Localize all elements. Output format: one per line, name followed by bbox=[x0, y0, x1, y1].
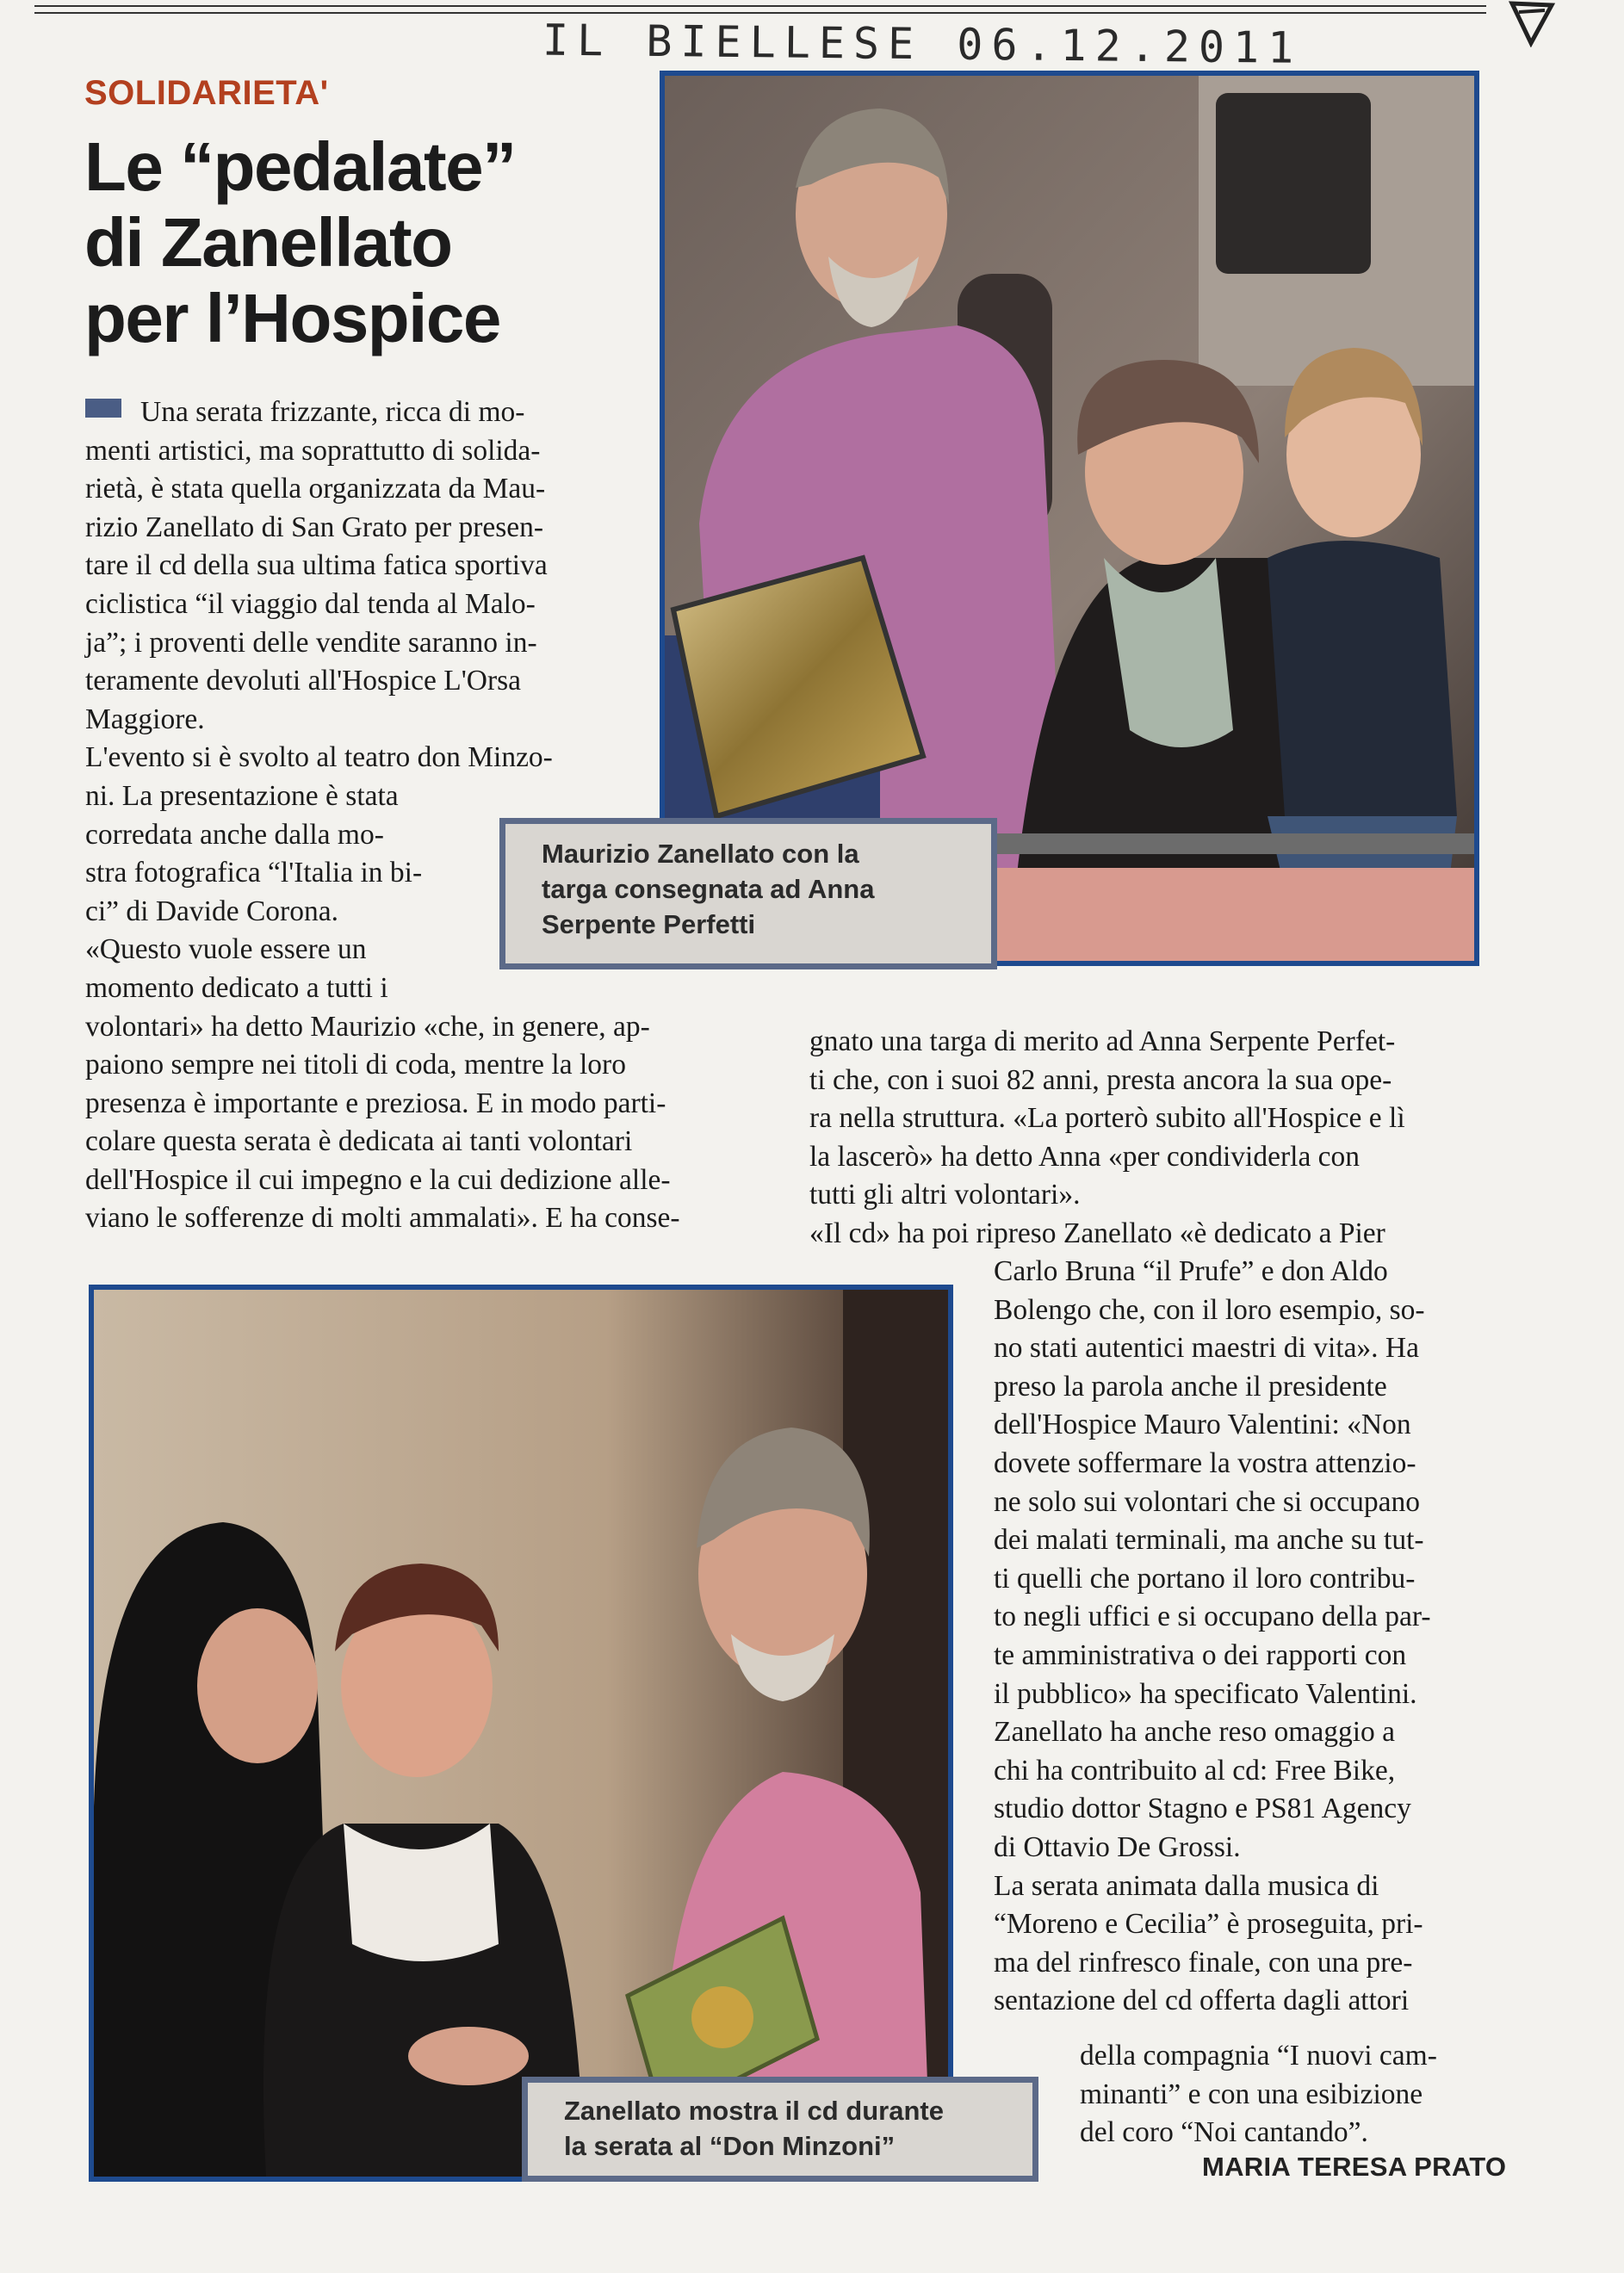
headline-line: per l’Hospice bbox=[84, 280, 500, 356]
top-rule bbox=[34, 5, 1486, 7]
bottom-photo-scene bbox=[94, 1290, 948, 2177]
caption-line: Zanellato mostra il cd durante bbox=[564, 2096, 944, 2126]
text-line: ja”; i proventi delle vendite saranno in- bbox=[85, 626, 537, 659]
text-line: “Moreno e Cecilia” è proseguita, pri- bbox=[994, 1908, 1423, 1941]
caption-line: Maurizio Zanellato con la bbox=[542, 839, 859, 869]
text-line: presenza è importante e preziosa. E in modo parti- bbox=[85, 1087, 666, 1119]
handwritten-date-note: IL BIELLESE 06.12.2011 bbox=[542, 15, 1303, 73]
text-line: la lascerò» ha detto Anna «per condividerla con bbox=[809, 1140, 1361, 1173]
caption-line: targa consegnata ad Anna bbox=[542, 874, 875, 904]
text-line: rietà, è stata quella organizzata da Mau- bbox=[85, 473, 546, 505]
text-line: Bolengo che, con il loro esempio, so- bbox=[994, 1293, 1425, 1326]
text-line: no stati autentici maestri di vita». Ha bbox=[994, 1332, 1419, 1365]
text-line: ne solo sui volontari che si occupano bbox=[994, 1485, 1420, 1518]
text-line: Una serata frizzante, ricca di mo- bbox=[85, 393, 629, 432]
headline-line: Le “pedalate” bbox=[84, 128, 516, 205]
text-line: ciclistica “il viaggio dal tenda al Malo- bbox=[85, 587, 536, 620]
text-line: ti quelli che portano il loro contribu- bbox=[994, 1562, 1416, 1595]
text-line: te amministrativa o dei rapporti con bbox=[994, 1638, 1407, 1671]
text-line: tare il cd della sua ultima fatica sportiva bbox=[85, 549, 548, 582]
caption-line: la serata al “Don Minzoni” bbox=[564, 2131, 896, 2161]
text-line: dell'Hospice il cui impegno e la cui dedizione alle- bbox=[85, 1163, 671, 1196]
bottom-photo-caption bbox=[522, 2077, 1038, 2182]
corner-mark-icon bbox=[1507, 0, 1559, 47]
article-byline: MARIA TERESA PRATO bbox=[1202, 2152, 1507, 2182]
text-line: stra fotografica “l'Italia in bi- bbox=[85, 857, 423, 889]
bottom-photo bbox=[89, 1285, 953, 2182]
article-column-3 bbox=[994, 1253, 1431, 2021]
text-line: ti che, con i suoi 82 anni, presta ancora la sua ope- bbox=[809, 1063, 1392, 1096]
text-line: paiono sempre nei titoli di coda, mentre la loro bbox=[85, 1049, 626, 1081]
paragraph-bullet-icon bbox=[85, 399, 121, 418]
text-line: sentazione del cd offerta dagli attori bbox=[994, 1985, 1410, 2017]
headline-line: di Zanellato bbox=[84, 204, 452, 281]
text-line: minanti” e con una esibizione bbox=[1080, 2078, 1423, 2110]
text-line: tutti gli altri volontari». bbox=[809, 1179, 1081, 1211]
text-line: L'evento si è svolto al teatro don Minzo- bbox=[85, 741, 553, 774]
article-headline bbox=[84, 129, 653, 356]
caption-line: Serpente Perfetti bbox=[542, 909, 756, 939]
text-line: ci” di Davide Corona. bbox=[85, 895, 338, 927]
text-line: studio dottor Stagno e PS81 Agency bbox=[994, 1793, 1411, 1825]
text-line: Maggiore. bbox=[85, 703, 205, 735]
text-line: Zanellato ha anche reso omaggio a bbox=[994, 1716, 1396, 1749]
text-line: momento dedicato a tutti i bbox=[85, 971, 388, 1004]
text-line: il pubblico» ha specificato Valentini. bbox=[994, 1677, 1417, 1710]
text-line: viano le sofferenze di molti ammalati». E ha conse- bbox=[85, 1202, 680, 1235]
text-line: dell'Hospice Mauro Valentini: «Non bbox=[994, 1409, 1411, 1441]
text-line: teramente devoluti all'Hospice L'Orsa bbox=[85, 665, 522, 697]
text-line: «Questo vuole essere un bbox=[85, 933, 367, 966]
text-line: del coro “Noi cantando”. bbox=[1080, 2116, 1368, 2149]
text-line: ma del rinfresco finale, con una pre- bbox=[994, 1946, 1413, 1979]
text-line: to negli uffici e si occupano della par- bbox=[994, 1601, 1431, 1633]
section-kicker: SOLIDARIETA' bbox=[84, 74, 329, 112]
text-line: volontari» ha detto Maurizio «che, in genere, ap- bbox=[85, 1010, 650, 1043]
text-line: La serata animata dalla musica di bbox=[994, 1869, 1379, 1902]
article-column-4 bbox=[1080, 2037, 1437, 2152]
text-line: Carlo Bruna “il Prufe” e don Aldo bbox=[994, 1255, 1388, 1287]
text-line: chi ha contribuito al cd: Free Bike, bbox=[994, 1754, 1396, 1787]
text-line: colare questa serata è dedicata ai tanti volontari bbox=[85, 1125, 633, 1158]
text-line: rizio Zanellato di San Grato per presen- bbox=[85, 511, 544, 543]
text-line: corredata anche dalla mo- bbox=[85, 818, 384, 851]
text-line: ra nella struttura. «La porterò subito all'Hospice e lì bbox=[809, 1102, 1405, 1135]
text-line: menti artistici, ma soprattutto di solida- bbox=[85, 434, 541, 467]
text-line: «Il cd» ha poi ripreso Zanellato «è dedicato a Pier bbox=[809, 1217, 1385, 1249]
text-line: gnato una targa di merito ad Anna Serpente Perfet- bbox=[809, 1025, 1396, 1057]
text-line: di Ottavio De Grossi. bbox=[994, 1830, 1241, 1863]
text-line: preso la parola anche il presidente bbox=[994, 1370, 1387, 1403]
top-rule-2 bbox=[34, 12, 1486, 14]
text-line: ni. La presentazione è stata bbox=[85, 779, 399, 812]
article-column-2 bbox=[809, 1023, 1405, 1254]
text-line: dei malati terminali, ma anche su tut- bbox=[994, 1524, 1424, 1557]
text-line: della compagnia “I nuovi cam- bbox=[1080, 2040, 1437, 2072]
text-line: dovete soffermare la vostra attenzio- bbox=[994, 1446, 1416, 1479]
